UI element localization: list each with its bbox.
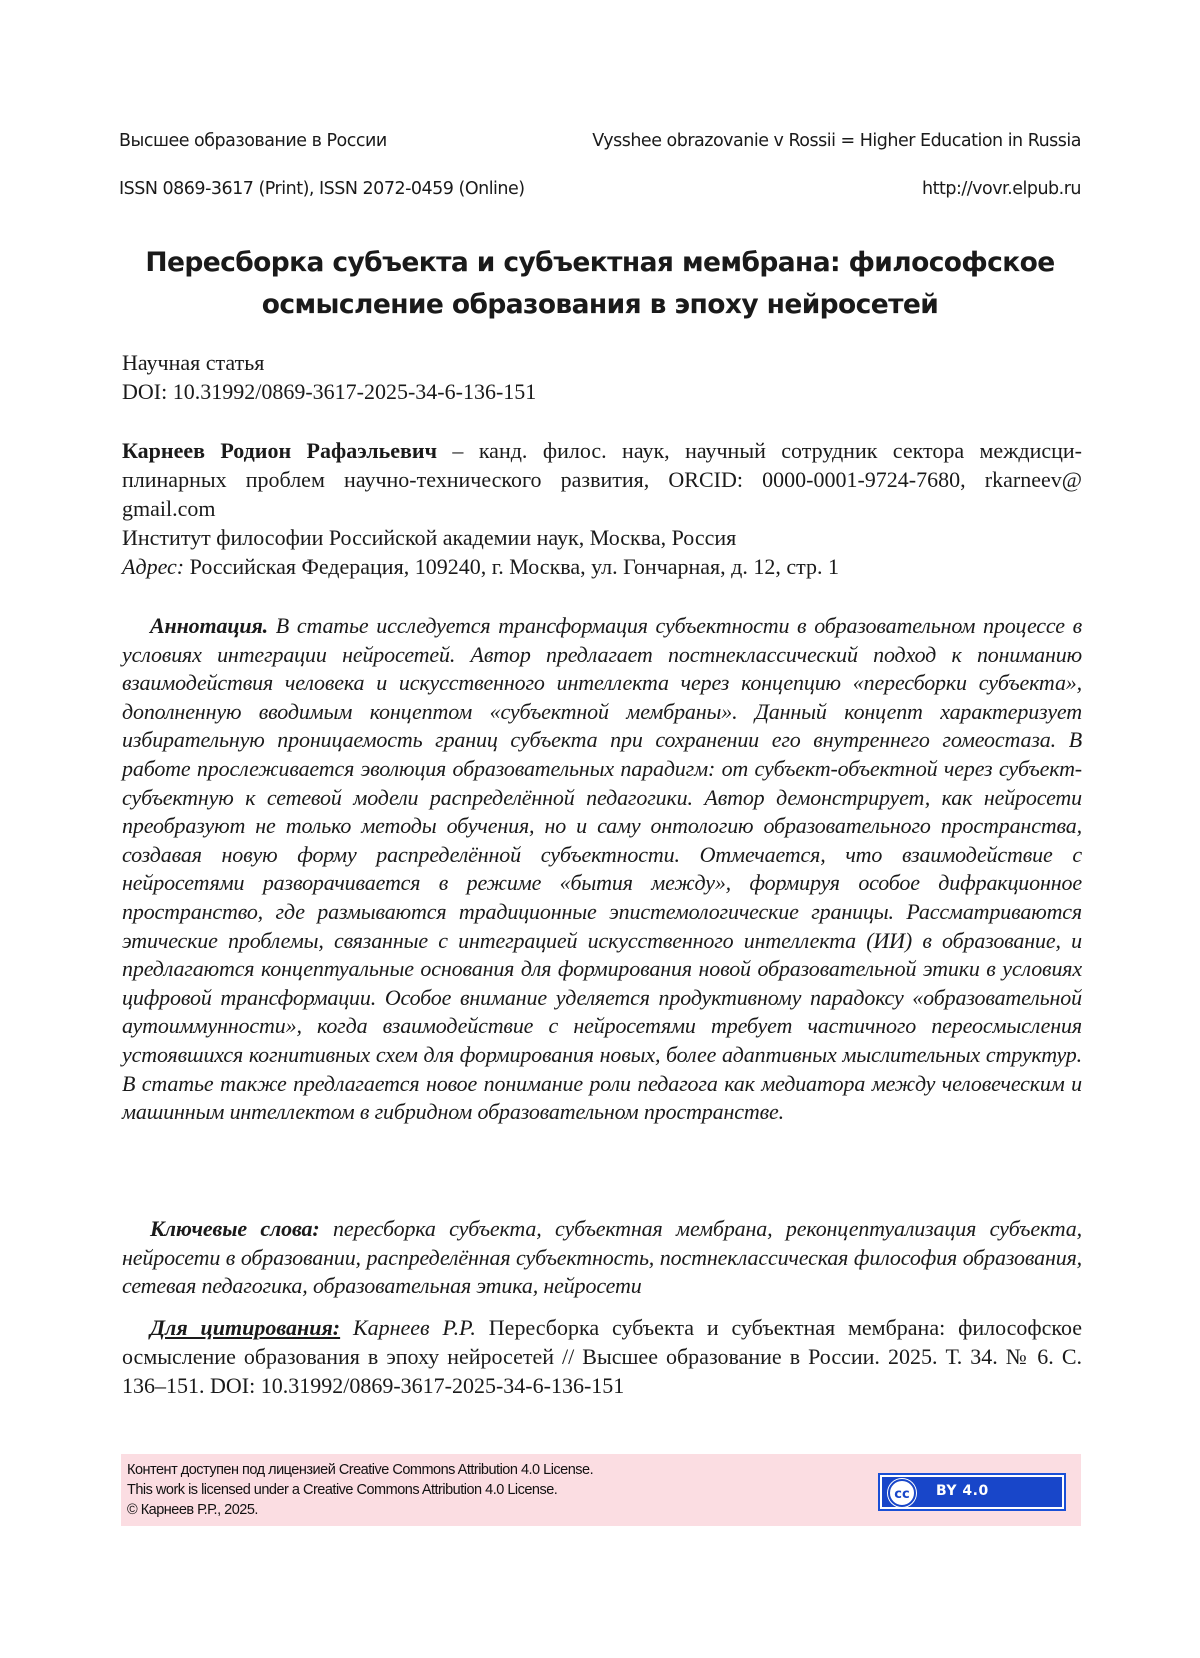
citation-text: Пересборка субъекта и субъектная мембрана: философское осмысление образования в эпоху нейросетей // Высшее образование в России. 2025. Т. 34. № 6. С. 136–151. DOI: 10.31992/0869-3617-2025-34-6-136-151 [122, 1315, 1083, 1398]
abstract-label: Аннотация. [150, 613, 269, 638]
author-block [122, 436, 1082, 581]
keywords-label: Ключевые слова: [150, 1216, 320, 1241]
cc-badge-fill [882, 1477, 1062, 1507]
journal-url-link[interactable]: http://vovr.elpub.ru [922, 179, 1081, 199]
author-address [122, 552, 1082, 581]
keywords-text: пересборка субъекта, субъектная мембрана, реконцептуализация субъекта, нейросети в образовании, распределённая субъектность, постнеклассическая философия образования, сетевая педагогика, образовательная этика, нейросети [122, 1216, 1083, 1299]
article-title-line-2: осмысление образования в эпоху нейросетей [261, 289, 939, 320]
author-info [122, 436, 1082, 523]
author-details: – канд. филос. наук, научный сотрудник сектора междисци-плинарных проблем научно-технического развития, ORCID: 0000-0001-9724-7680, rkarneev@ gmail.com [122, 438, 1082, 521]
article-title-line-1: Пересборка субъекта и субъектная мембрана: философское [145, 247, 1055, 278]
abstract [122, 612, 1082, 1127]
author-institution: Институт философии Российской академии наук, Москва, Россия [122, 525, 737, 550]
journal-name-en: Vysshee obrazovanie v Rossii = Higher Education in Russia [592, 131, 1081, 151]
license-line-ru: Контент доступен под лицензией Creative Commons Attribution 4.0 License. [127, 1462, 594, 1478]
license-line-en: This work is licensed under a Creative Commons Attribution 4.0 License. [127, 1482, 558, 1498]
journal-name-ru: Высшее образование в России [119, 131, 387, 151]
article-type: Научная статья [122, 350, 265, 375]
issn-text: ISSN 0869-3617 (Print), ISSN 2072-0459 (Online) [119, 179, 525, 199]
address-label: Адрес: [122, 554, 185, 579]
abstract-text: В статье исследуется трансформация субъектности в образовательном процессе в условиях интеграции нейросетей. Автор предлагает постнеклассический подход к пониманию взаимодействия человека и искусственного интеллекта через концепцию «пересборки субъекта», дополненную вводимым концептом «субъектной мембраны». Данный концепт характеризует избирательную проницаемость границ субъекта при сохранении его внутреннего гомеостаза. В работе прослеживается эволюция образовательных парадигм: от субъект-объектной через субъект-субъектную к сетевой модели распределённой педагогики. Автор демонстрирует, как нейросети преобразуют не только методы обучения, но и саму онтологию образовательного пространства, создавая новую форму распределённой субъектности. Отмечается, что взаимодействие с нейросетями разворачивается в режиме «бытия между», формируя особое дифракционное пространство, где размываются традиционные эпистемологические границы. Рассматриваются этические проблемы, связанные с интеграцией искусственного интеллекта (ИИ) в образование, и предлагаются концептуальные основания для формирования новой образовательной этики в условиях цифровой трансформации. Особое внимание уделяется продуктивному парадоксу «образовательной аутоиммунности», когда взаимодействие с нейросетями требует частичного переосмысления устоявшихся когнитивных схем для формирования новых, более адаптивных мыслительных структур. В статье также предлагается новое понимание роли педагога как медиатора между человеческим и машинным интеллектом в гибридном образовательном пространстве. [122, 613, 1082, 1125]
article-title [100, 242, 1100, 326]
creative-commons-icon: cc [888, 1479, 916, 1507]
cc-by-badge[interactable] [878, 1473, 1066, 1511]
cc-badge-label: BY 4.0 [936, 1483, 989, 1499]
author-name: Карнеев Родион Рафаэльевич [122, 438, 438, 463]
article-doi: DOI: 10.31992/0869-3617-2025-34-6-136-151 [122, 379, 537, 404]
article-meta [122, 348, 536, 406]
keywords [122, 1215, 1082, 1301]
running-header [119, 131, 1081, 151]
copyright-line: © Карнеев Р.Р., 2025. [127, 1502, 258, 1518]
citation-label: Для цитирования: [150, 1315, 341, 1340]
license-text [127, 1460, 593, 1520]
address-text: Российская Федерация, 109240, г. Москва, ул. Гончарная, д. 12, стр. 1 [184, 554, 840, 579]
citation [122, 1313, 1082, 1400]
issn-header [119, 179, 1081, 199]
license-box [121, 1454, 1081, 1526]
citation-authors: Карнеев Р.Р. [340, 1315, 476, 1340]
